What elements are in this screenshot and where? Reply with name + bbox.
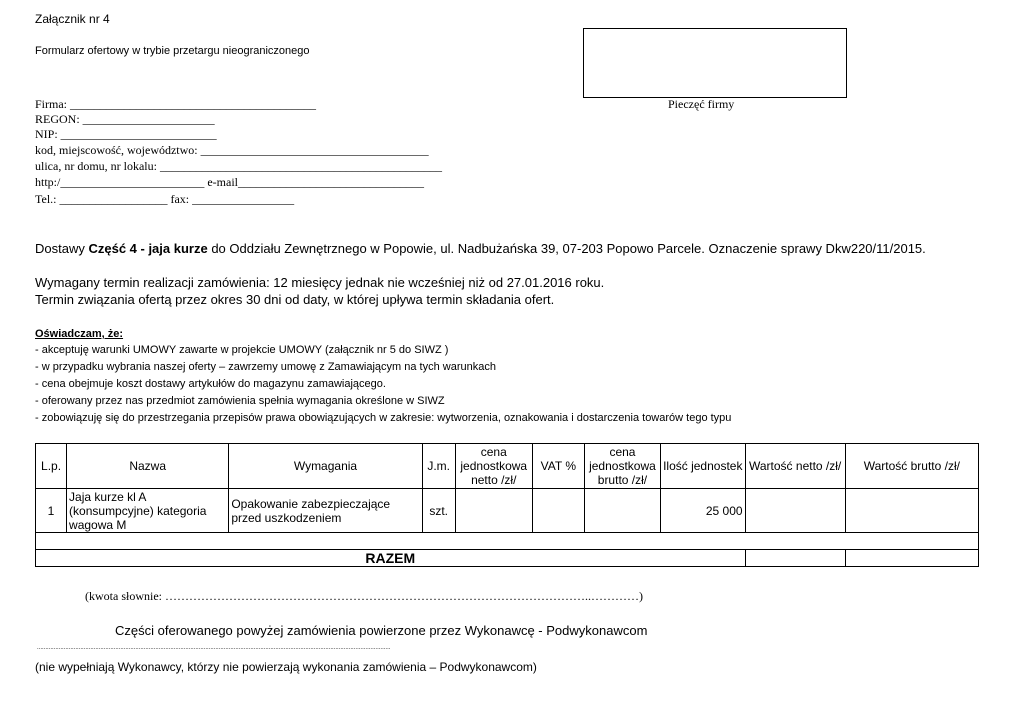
street-field[interactable]: ulica, nr domu, nr lokalu: _______________________________________________	[35, 159, 442, 173]
cell-gross-price[interactable]	[584, 489, 660, 533]
cell-gross-value[interactable]	[845, 489, 978, 533]
cell-name: Jaja kurze kl A (konsumpcyjne) kategoria wagowa M	[67, 489, 229, 533]
table-total-row	[36, 550, 979, 567]
declarations-heading: Oświadczam, że:	[35, 328, 124, 340]
header-requirements: Wymagania	[229, 444, 422, 489]
order-rest: do Oddziału Zewnętrznego w Popowie, ul. Nadbużańska 39, 07-203 Popowo Parcele. Oznaczenie sprawy Dkw220/11/2015.	[207, 241, 926, 256]
declaration-item: - zobowiązuję się do przestrzegania przepisów prawa obowiązujących w zakresie: wytworzenia, oznakowania i dostarczenia towarów tego typu	[35, 412, 732, 424]
header-quantity: Ilość jednostek	[661, 444, 746, 489]
table-spacer-row	[36, 533, 979, 550]
header-gross-price: cena jednostkowa brutto /zł/	[584, 444, 660, 489]
header-gross-value: Wartość brutto /zł/	[845, 444, 978, 489]
offer-table	[35, 443, 979, 567]
header-net-value: Wartość netto /zł/	[745, 444, 845, 489]
header-net-price: cena jednostkowa netto /zł/	[455, 444, 532, 489]
header-vat: VAT %	[532, 444, 584, 489]
cell-lp: 1	[36, 489, 67, 533]
subcontractors-heading: Części oferowanego powyżej zamówienia powierzone przez Wykonawcę - Podwykonawcom	[115, 623, 648, 638]
company-stamp-box	[583, 28, 847, 98]
nip-field[interactable]: NIP: __________________________	[35, 127, 217, 141]
header-lp: L.p.	[36, 444, 67, 489]
cell-vat[interactable]	[532, 489, 584, 533]
cell-unit: szt.	[422, 489, 455, 533]
web-email-field[interactable]: http:/________________________ e-mail_______________________________	[35, 175, 424, 189]
regon-field[interactable]: REGON: ______________________	[35, 112, 215, 126]
order-prefix: Dostawy	[35, 241, 89, 256]
firma-field[interactable]: Firma: _________________________________________	[35, 97, 316, 111]
declaration-item: - w przypadku wybrania naszej oferty – zawrzemy umowę z Zamawiającym na tych warunkach	[35, 361, 496, 373]
attachment-label: Załącznik nr 4	[35, 12, 110, 26]
table-header-row	[36, 444, 979, 489]
total-label: RAZEM	[36, 550, 746, 567]
amount-in-words[interactable]: (kwota słownie: ……………………………………………………………………………………………..…………)	[85, 589, 643, 603]
order-part: Część 4 - jaja kurze	[88, 241, 208, 256]
declaration-item: - cena obejmuje koszt dostawy artykułów do magazynu zamawiającego.	[35, 378, 386, 390]
term-binding: Termin związania ofertą przez okres 30 dni od daty, w której upływa termin składania ofert.	[35, 292, 555, 307]
cell-quantity: 25 000	[661, 489, 746, 533]
header-name: Nazwa	[67, 444, 229, 489]
table-row	[36, 489, 979, 533]
cell-net-value[interactable]	[745, 489, 845, 533]
form-title: Formularz ofertowy w trybie przetargu nieograniczonego	[35, 45, 310, 57]
total-gross-value[interactable]	[845, 550, 978, 567]
address-field[interactable]: kod, miejscowość, województwo: ______________________________________	[35, 143, 429, 157]
term-realization: Wymagany termin realizacji zamówienia: 12 miesięcy jednak nie wcześniej niż od 27.01.2016 roku.	[35, 275, 605, 290]
declaration-item: - akceptuję warunki UMOWY zawarte w projekcie UMOWY (załącznik nr 5 do SIWZ )	[35, 344, 449, 356]
declaration-item: - oferowany przez nas przedmiot zamówienia spełnia wymagania określone w SIWZ	[35, 395, 445, 407]
total-net-value[interactable]	[745, 550, 845, 567]
order-description	[35, 241, 926, 256]
subcontractors-dotted-line[interactable]: ....................................................................................................................................................................................................................	[37, 645, 391, 651]
header-unit: J.m.	[422, 444, 455, 489]
stamp-label: Pieczęć firmy	[668, 97, 735, 111]
cell-net-price[interactable]	[455, 489, 532, 533]
cell-requirements: Opakowanie zabezpieczające przed uszkodzeniem	[229, 489, 422, 533]
subcontractors-note: (nie wypełniają Wykonawcy, którzy nie powierzają wykonania zamówienia – Podwykonawcom)	[35, 660, 537, 674]
tel-fax-field[interactable]: Tel.: __________________ fax: _________________	[35, 192, 295, 206]
